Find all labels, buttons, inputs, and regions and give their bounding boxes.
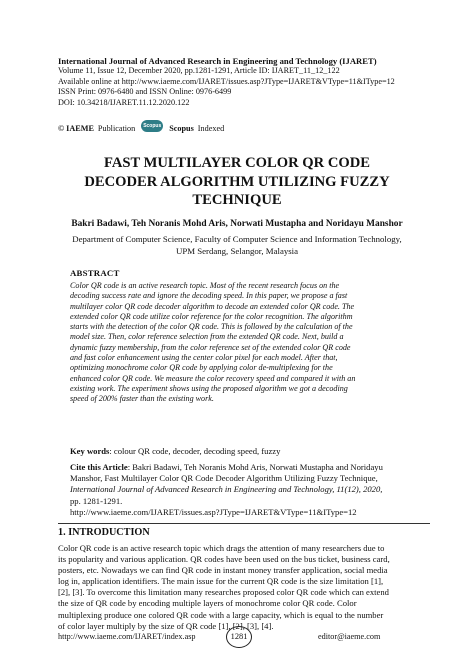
cite-heading: Cite this Article xyxy=(70,462,128,472)
introduction-heading: 1. INTRODUCTION xyxy=(58,527,150,538)
intro-line: posters, etc. Nowadays we can find QR code in instant money transfer application, social media xyxy=(58,565,388,576)
availability-link[interactable]: Available online at http://www.iaeme.com/IJARET/issues.asp?JType=IJARET&VType=11&IType=12 xyxy=(58,76,395,86)
abstract-line: and fast color enhancement using the center color pixel for each model. After that, xyxy=(70,353,338,363)
abstract-line: optimizing monochrome color QR code by applying color de-multiplexing for the xyxy=(70,363,333,373)
abstract-line: multilayer color QR code decoder algorithm to decode an extended color QR code. The xyxy=(70,301,355,311)
title-line: TECHNIQUE xyxy=(192,192,282,209)
title-line: DECODER ALGORITHM UTILIZING FUZZY xyxy=(84,173,390,190)
abstract-line: dynamic fuzzy membership, from the color reference set of the extended color QR code xyxy=(70,342,351,352)
affiliation-line: UPM Serdang, Selangor, Malaysia xyxy=(175,245,299,256)
abstract-line: enhanced color QR code. We measure the color recovery speed and compared it with an xyxy=(70,373,356,383)
keywords-text: : colour QR code, decoder, decoding speed, fuzzy xyxy=(109,446,281,456)
volume-info: Volume 11, Issue 12, December 2020, pp.1281-1291, Article ID: IJARET_11_12_122 xyxy=(58,66,340,76)
scopus-text: Scopus xyxy=(169,123,194,133)
publication-text: Publication xyxy=(97,123,136,133)
paper-title xyxy=(40,154,434,210)
journal-name: International Journal of Advanced Research in Engineering and Technology (IJARET) xyxy=(58,56,377,66)
cite-line: International Journal of Advanced Research in Engineering and Technology, 11(12), 2020, xyxy=(70,484,383,495)
abstract-line: decoding success rate and ignore the decoding speed. In this paper, we propose a fast xyxy=(70,291,348,301)
abstract-line: starts with the detection of the color QR code. This is followed by the calculation of the xyxy=(70,322,353,332)
abstract-heading: ABSTRACT xyxy=(70,268,120,278)
affiliation-line: Department of Computer Science, Faculty of Computer Science and Information Technology, xyxy=(72,234,402,244)
abstract-line: Color QR code is an active research topic. Most of the recent research focus on the xyxy=(70,281,340,290)
issn-info: ISSN Print: 0976-6480 and ISSN Online: 0976-6499 xyxy=(58,87,232,97)
footer-url[interactable]: http://www.iaeme.com/IJARET/index.asp xyxy=(58,632,196,641)
abstract-body xyxy=(70,281,422,405)
page-number: 1281 xyxy=(226,626,252,648)
intro-line: of color layer multiply by the size of QR code [1], [2], [3], [4]. xyxy=(58,620,274,631)
intro-line: [2], [3]. To overcome this limitation many researches proposed color QR code which can extend xyxy=(58,587,389,598)
intro-line: the size of QR code by encoding multiple layers of monochrome color QR code. Color xyxy=(58,598,357,609)
journal-header xyxy=(58,56,428,108)
citation-block xyxy=(70,462,422,518)
intro-line: Color QR code is an active research topic which drags the attention of many researchers due to xyxy=(58,543,385,553)
section-divider xyxy=(58,523,430,524)
cite-line: Manshor, Fast Multilayer Color QR Code Decoder Algorithm Utilizing Fuzzy Technique, xyxy=(70,473,378,484)
footer-email[interactable]: editor@iaeme.com xyxy=(318,632,381,641)
intro-line: multiplexing produce one colored QR code with a large capacity, which is equal to the number xyxy=(58,609,384,620)
intro-line: its popularity and various application. QR codes have been used on the bus ticket, business card, xyxy=(58,554,390,565)
cite-text: : Bakri Badawi, Teh Noranis Mohd Aris, Norwati Mustapha and Noridayu xyxy=(127,462,383,472)
abstract-line: existing work. The experiment shows using the proposed algorithm we got a decoding xyxy=(70,383,348,393)
keywords-heading: Key words xyxy=(70,446,110,456)
keywords xyxy=(70,446,280,456)
abstract-line: model size. Then, color reference selection from the extended QR code. Next, build a xyxy=(70,332,344,342)
scopus-logo-icon: Scopus xyxy=(141,120,163,132)
title-line: FAST MULTILAYER COLOR QR CODE xyxy=(104,155,370,171)
author-list: Bakri Badawi, Teh Noranis Mohd Aris, Norwati Mustapha and Noridayu Manshor xyxy=(71,219,403,229)
intro-line: log in, application identifiers. The main issue for the current QR code is the size limitation [1], xyxy=(58,576,384,587)
indexed-text: Indexed xyxy=(197,123,225,133)
affiliation xyxy=(40,234,434,257)
doi-info: DOI: 10.34218/IJARET.11.12.2020.122 xyxy=(58,97,190,107)
cite-link[interactable]: http://www.iaeme.com/IJARET/issues.asp?JType=IJARET&VType=11&IType=12 xyxy=(70,506,357,517)
page-footer xyxy=(0,626,474,648)
copyright-text: © IAEME xyxy=(58,123,94,133)
introduction-body xyxy=(58,543,430,632)
cite-line: pp. 1281-1291. xyxy=(70,495,123,506)
abstract-line: extended color QR code utilize color reference for the color recognition. The algorithm xyxy=(70,311,353,321)
abstract-line: speed of 200% faster than the existing work. xyxy=(70,394,214,404)
publication-row xyxy=(58,122,224,134)
